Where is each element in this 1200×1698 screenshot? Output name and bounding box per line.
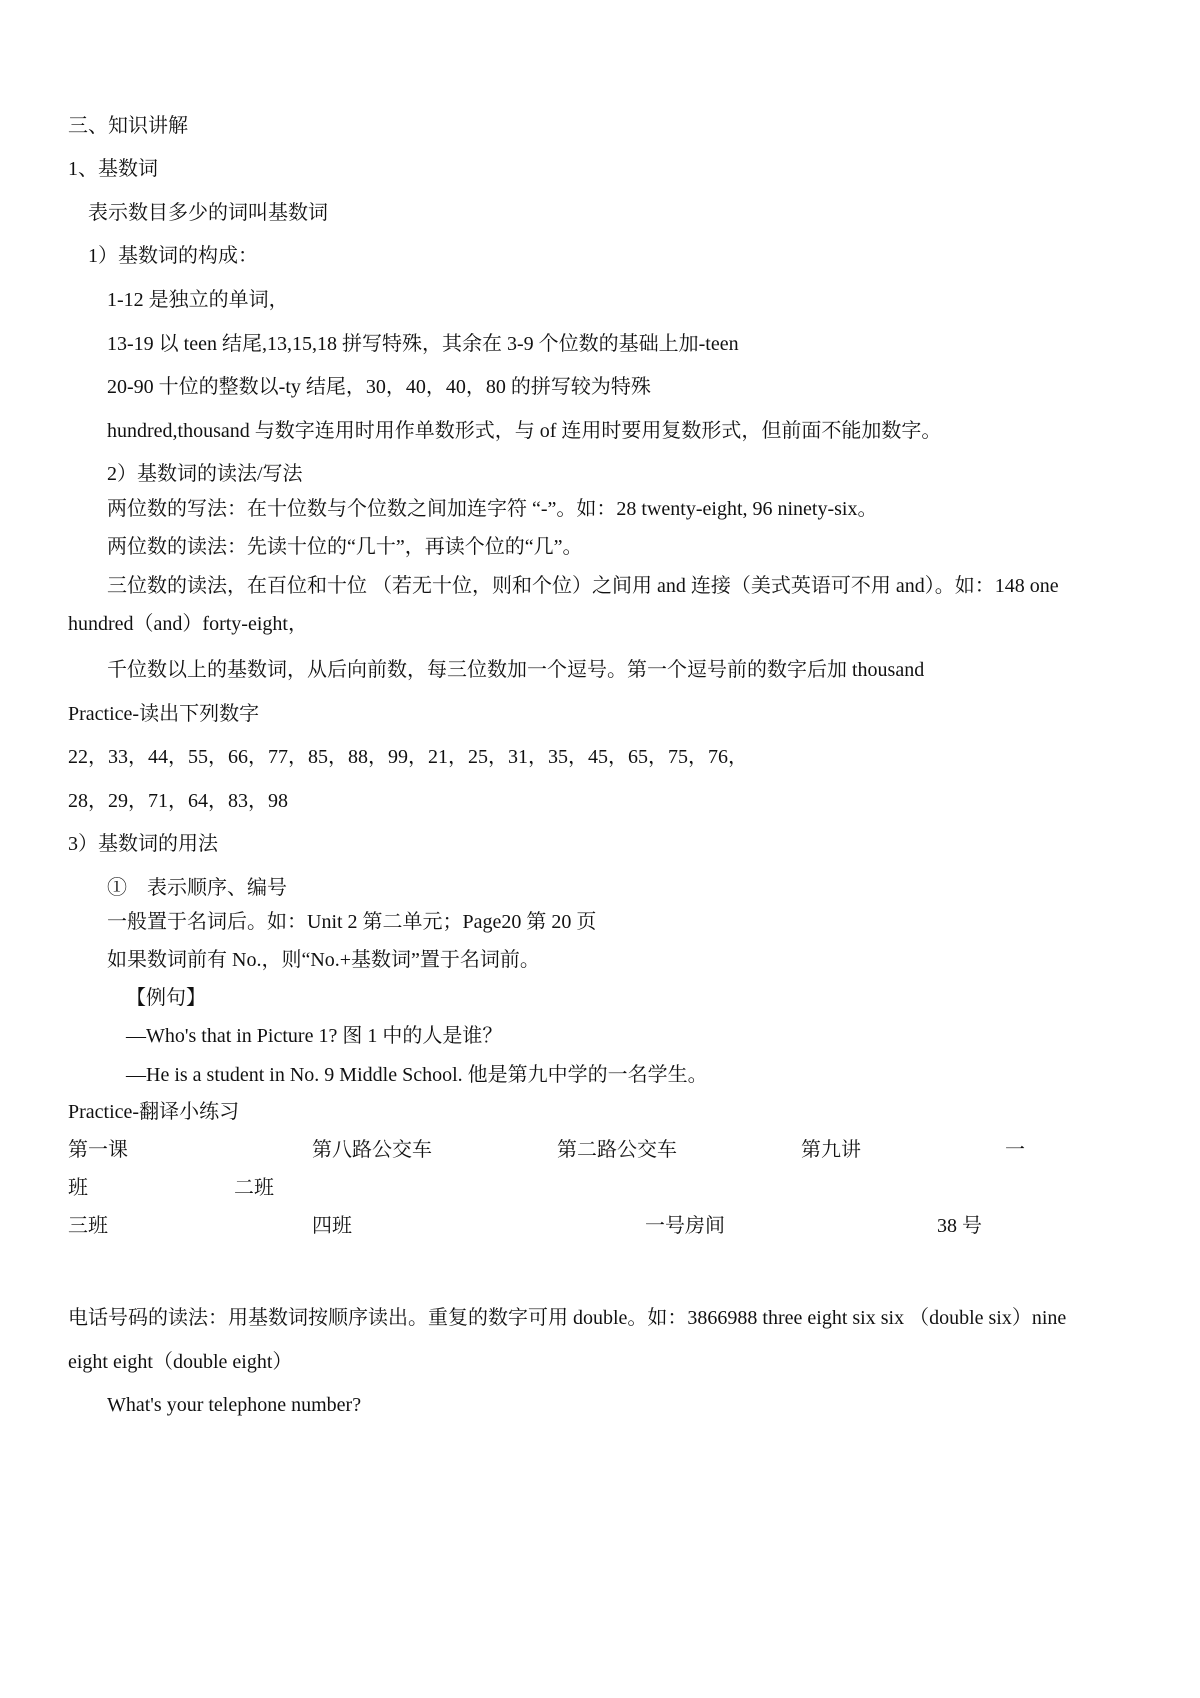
usage-rule: 如果数词前有 No.，则“No.+基数词”置于名词前。	[107, 949, 540, 971]
translate-item: 二班	[234, 1177, 274, 1199]
practice-number-list: 28，29，71，64，83，98	[68, 790, 288, 812]
phone-question: What's your telephone number?	[107, 1394, 362, 1416]
thousand-rule: 千位数以上的基数词，从后向前数，每三位数加一个逗号。第一个逗号前的数字后加 thousand	[107, 659, 925, 681]
phone-reading-rule: 电话号码的读法：用基数词按顺序读出。重复的数字可用 double。如：3866988 three eight six six （double six）nine	[68, 1307, 1067, 1329]
practice-translate-title: Practice-翻译小练习	[68, 1101, 240, 1123]
translate-item: 四班	[312, 1215, 352, 1237]
composition-point: 20-90 十位的整数以-ty 结尾，30，40，40，80 的拼写较为特殊	[107, 376, 651, 398]
translate-item: 一	[1005, 1139, 1025, 1161]
phone-reading-rule-cont: eight eight（double eight）	[68, 1351, 293, 1373]
example-sentence: —Who's that in Picture 1? 图 1 中的人是谁？	[126, 1025, 503, 1047]
example-label: 【例句】	[126, 987, 206, 1009]
composition-point: 13-19 以 teen 结尾,13,15,18 拼写特殊，其余在 3-9 个位数的基础上加-teen	[107, 333, 739, 355]
composition-point: 1-12 是独立的单词，	[107, 289, 289, 311]
subheading-usage: 3）基数词的用法	[68, 833, 218, 855]
section-title: 三、知识讲解	[68, 115, 188, 137]
practice-number-list: 22，33，44，55，66，77，85，88，99，21，25，31，35，45，65，75，76，	[68, 746, 748, 768]
composition-point: hundred,thousand 与数字连用时用作单数形式，与 of 连用时要用复数形式，但前面不能加数字。	[107, 420, 942, 442]
three-digit-reading-rule: 三位数的读法，在百位和十位 （若无十位，则和个位）之间用 and 连接（美式英语可不用 and）。如：148 one	[107, 575, 1059, 597]
definition-text: 表示数目多少的词叫基数词	[88, 202, 328, 224]
three-digit-reading-rule-cont: hundred（and）forty-eight，	[68, 613, 308, 635]
heading-cardinal-numbers: 1、基数词	[68, 158, 158, 180]
subheading-composition: 1）基数词的构成：	[88, 245, 258, 267]
usage-rule: 一般置于名词后。如：Unit 2 第二单元；Page20 第 20 页	[107, 911, 597, 933]
subheading-reading-writing: 2）基数词的读法/写法	[107, 463, 303, 485]
example-sentence: —He is a student in No. 9 Middle School. 他是第九中学的一名学生。	[126, 1064, 708, 1086]
translate-item: 班	[68, 1177, 88, 1199]
usage-item-order: ① 表示顺序、编号	[107, 877, 287, 899]
two-digit-reading-rule: 两位数的读法：先读十位的“几十”，再读个位的“几”。	[107, 536, 583, 558]
translate-item: 38 号	[937, 1215, 982, 1237]
translate-item: 第一课	[68, 1139, 128, 1161]
translate-item: 第二路公交车	[557, 1139, 677, 1161]
translate-item: 第九讲	[801, 1139, 861, 1161]
translate-item: 三班	[68, 1215, 108, 1237]
practice-read-title: Practice-读出下列数字	[68, 703, 260, 725]
two-digit-writing-rule: 两位数的写法：在十位数与个位数之间加连字符 “-”。如：28 twenty-eight, 96 ninety-six。	[107, 498, 878, 520]
translate-item: 一号房间	[645, 1215, 725, 1237]
translate-item: 第八路公交车	[312, 1139, 432, 1161]
